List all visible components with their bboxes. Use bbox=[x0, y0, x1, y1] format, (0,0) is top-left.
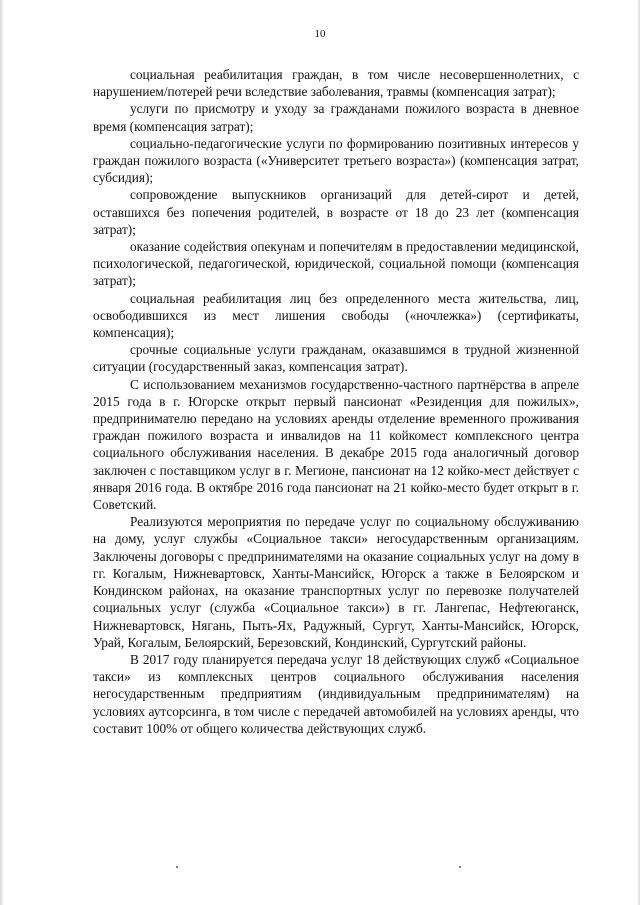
scan-speck bbox=[459, 866, 461, 868]
paragraph: В 2017 году планируется передача услуг 18 действующих служб «Социальное такси» из комплексных центров социального обслуживания населения негосударственным предприятиям (индивидуальным предпринимателям) на условиях аутсорсинга, в том числе с передачей автомобилей на условиях аренды, что составит 100% от общего количества действующих служб. bbox=[93, 651, 579, 736]
paragraph: С использованием механизмов государственно-частного партнёрства в апреле 2015 года в г. Югорске открыт первый пансионат «Резиденция для пожилых», предпринимателю передано на условиях аренды отделение временного проживания граждан пожилого возраста и инвалидов на 11 койкомест комплексного центра социального обслуживания населения. В декабре 2015 года аналогичный договор заключен с поставщиком услуг в г. Мегионе, пансионат на 12 койко-мест действует с января 2016 года. В октябре 2016 года пансионат на 21 койко-место будет открыт в г. Советский. bbox=[93, 376, 579, 513]
paragraph: оказание содействия опекунам и попечителям в предоставлении медицинской, психологической, педагогической, юридической, социальной помощи (компенсация затрат); bbox=[93, 239, 579, 289]
paragraph: услуги по присмотру и уходу за гражданами пожилого возраста в дневное время (компенсация затрат); bbox=[93, 101, 579, 134]
paragraph: сопровождение выпускников организаций для детей-сирот и детей, оставшихся без попечения родителей, в возрасте от 18 до 23 лет (компенсация затрат); bbox=[93, 187, 579, 237]
paragraph: срочные социальные услуги гражданам, оказавшимся в трудной жизненной ситуации (государственный заказ, компенсация затрат). bbox=[93, 342, 579, 375]
paragraph: социальная реабилитация граждан, в том числе несовершеннолетних, с нарушением/потерей речи вследствие заболевания, травмы (компенсация затрат); bbox=[93, 67, 579, 100]
document-body bbox=[93, 66, 579, 737]
paragraph: социально-педагогические услуги по формированию позитивных интересов у граждан пожилого возраста («Университет третьего возраста») (компенсация затрат, субсидия); bbox=[93, 135, 579, 186]
page-number: 10 bbox=[314, 28, 326, 40]
paragraph: Реализуются мероприятия по передаче услуг по социальному обслуживанию на дому, услуг службы «Социальное такси» негосударственным организациям. Заключены договоры с предпринимателями на оказание социальных услуг на дому в гг. Когалым, Нижневартовск, Ханты-Мансийск, Югорск а также в Белоярском и Кондинском районах, на оказание транспортных услуг по перевозке получателей социальных услуг (служба «Социальное такси») в гг. Лангепас, Нефтеюганск, Нижневартовск, Нягань, Пыть-Ях, Радужный, Сургут, Ханты-Мансийск, Югорск, Урай, Когалым, Белоярский, Березовский, Кондинский, Сургутский районы. bbox=[93, 514, 579, 650]
paragraph: социальная реабилитация лиц без определенного места жительства, лиц, освободившихся из мест лишения свободы («ночлежка») (сертификаты, компенсация); bbox=[93, 290, 579, 341]
page-edge-left bbox=[0, 0, 4, 905]
scan-speck bbox=[176, 866, 178, 868]
